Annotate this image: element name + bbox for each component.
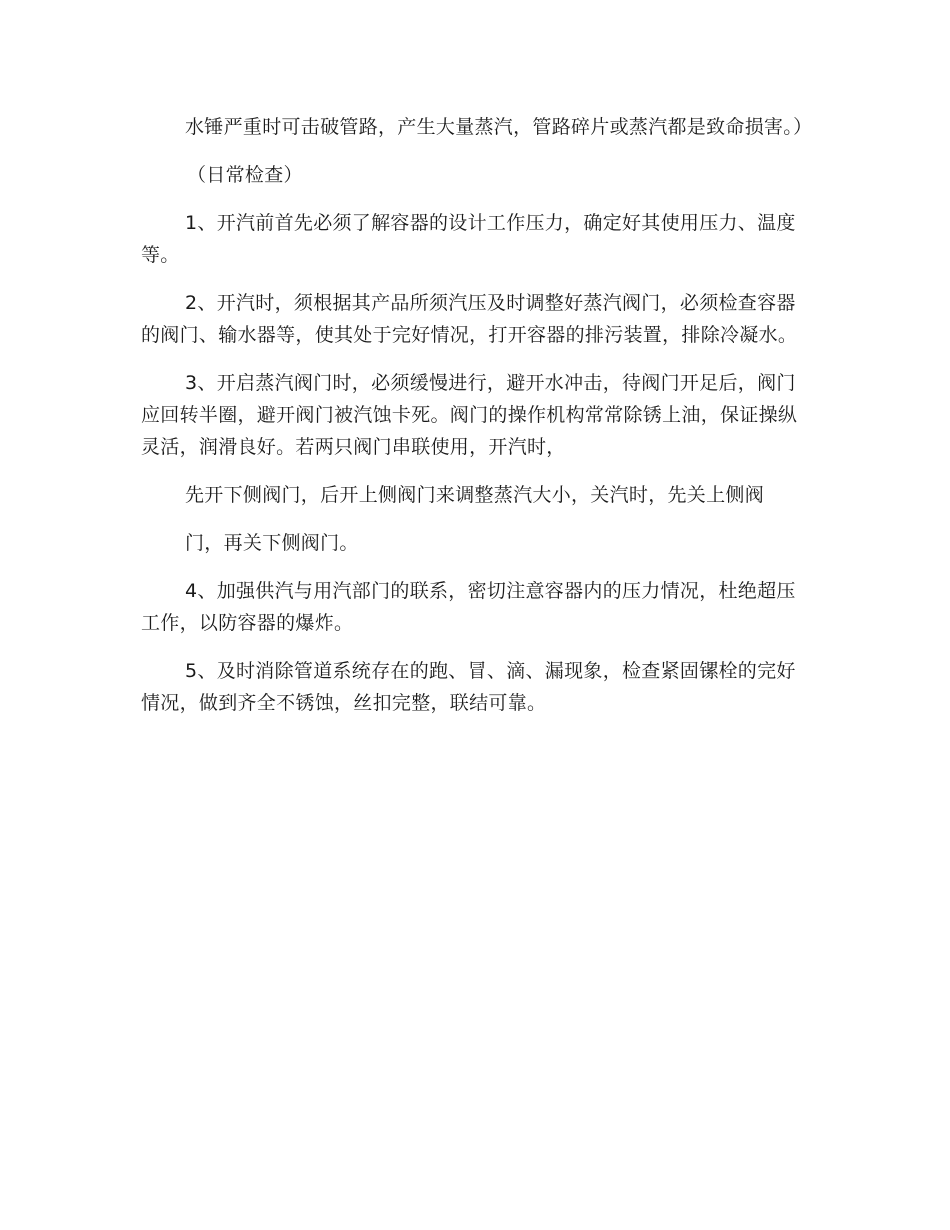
section-heading-daily-inspection: （日常检查） <box>187 164 303 186</box>
paragraph-water-hammer: 水锤严重时可击破管路，产生大量蒸汽，管路碎片或蒸汽都是致命损害。） <box>185 116 813 138</box>
paragraph-item-3: 3、开启蒸汽阀门时，必须缓慢进行，避开水冲击，待阀门开足后，阀门应回转半圈，避开阀门被汽蚀卡死。阀门的操作机构常常除锈上油，保证操纵灵活，润滑良好。若两只阀门串联使用，开汽时， <box>141 372 798 458</box>
document-body <box>141 111 813 735</box>
paragraph-item-3-end: 门，再关下侧阀门。 <box>185 532 359 554</box>
paragraph-item-5: 5、及时消除管道系统存在的跑、冒、滴、漏现象，检查紧固镙栓的完好情况，做到齐全不锈蚀，丝扣完整，联结可靠。 <box>141 660 796 714</box>
paragraph-item-2: 2、开汽时，须根据其产品所须汽压及时调整好蒸汽阀门，必须检查容器的阀门、输水器等，使其处于完好情况，打开容器的排污装置，排除冷凝水。 <box>141 292 798 346</box>
paragraph-item-1: 1、开汽前首先必须了解容器的设计工作压力，确定好其使用压力、温度等。 <box>141 212 796 266</box>
paragraph-item-4: 4、加强供汽与用汽部门的联系，密切注意容器内的压力情况，杜绝超压工作，以防容器的爆炸。 <box>141 580 796 634</box>
paragraph-item-3-continued: 先开下侧阀门，后开上侧阀门来调整蒸汽大小，关汽时，先关上侧阀 <box>185 484 765 506</box>
